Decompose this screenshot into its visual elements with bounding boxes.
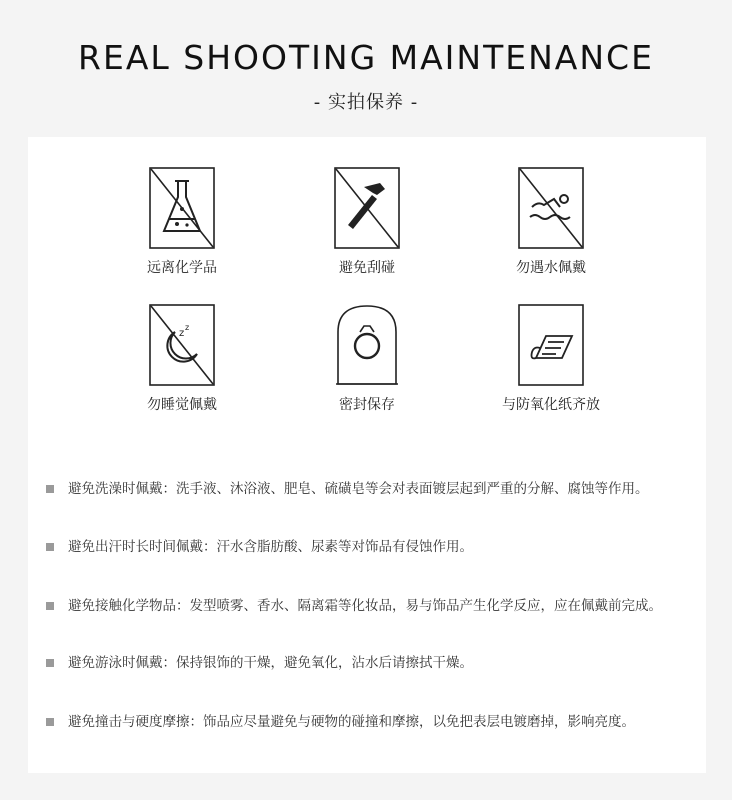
note-text: 避免出汗时长时间佩戴：汗水含脂肪酸、尿素等对饰品有侵蚀作用。 xyxy=(68,539,473,555)
list-item xyxy=(46,537,686,558)
sealed-bag-icon xyxy=(334,304,400,386)
flask-no-icon xyxy=(149,167,215,249)
icon-item-chemicals xyxy=(102,167,262,277)
icon-item-scratch xyxy=(287,167,447,277)
icon-item-sealed xyxy=(287,304,447,414)
icon-item-water xyxy=(471,167,631,277)
note-text: 避免洗澡时佩戴：洗手液、沐浴液、肥皂、硫磺皂等会对表面镀层起到严重的分解、腐蚀等作用。 xyxy=(68,481,649,497)
sleep-no-icon xyxy=(149,304,215,386)
page-subtitle: - 实拍保养 - xyxy=(313,92,419,113)
list-item xyxy=(46,596,686,617)
svg-text:z: z xyxy=(179,328,185,339)
square-bullet-icon xyxy=(46,718,54,726)
note-text: 避免撞击与硬度摩擦：饰品应尽量避免与硬物的碰撞和摩擦，以免把表层电镀磨掉，影响亮度。 xyxy=(68,714,635,730)
square-bullet-icon xyxy=(46,659,54,667)
icon-label: 与防氧化纸齐放 xyxy=(502,397,600,413)
note-text: 避免游泳时佩戴：保持银饰的干燥，避免氧化，沾水后请擦拭干燥。 xyxy=(68,655,473,671)
icon-item-sleep xyxy=(102,304,262,414)
page-title: REAL SHOOTING MAINTENANCE xyxy=(78,38,654,77)
list-item xyxy=(46,653,686,674)
square-bullet-icon xyxy=(46,543,54,551)
list-item xyxy=(46,479,686,500)
icon-label: 勿睡觉佩戴 xyxy=(147,397,217,413)
hammer-no-icon xyxy=(334,167,400,249)
paper-wrap-icon xyxy=(518,304,584,386)
maintenance-panel xyxy=(28,137,706,773)
icon-label: 勿遇水佩戴 xyxy=(516,260,586,276)
icon-label: 密封保存 xyxy=(339,397,395,413)
swimming-no-icon xyxy=(518,167,584,249)
note-text: 避免接触化学物品：发型喷雾、香水、隔离霜等化妆品，易与饰品产生化学反应，应在佩戴前完成。 xyxy=(68,598,662,614)
list-item xyxy=(46,712,686,733)
icon-item-paper xyxy=(471,304,631,414)
square-bullet-icon xyxy=(46,485,54,493)
icon-label: 避免刮碰 xyxy=(339,260,395,276)
square-bullet-icon xyxy=(46,602,54,610)
icon-label: 远离化学品 xyxy=(147,260,217,276)
svg-text:z: z xyxy=(185,323,190,332)
